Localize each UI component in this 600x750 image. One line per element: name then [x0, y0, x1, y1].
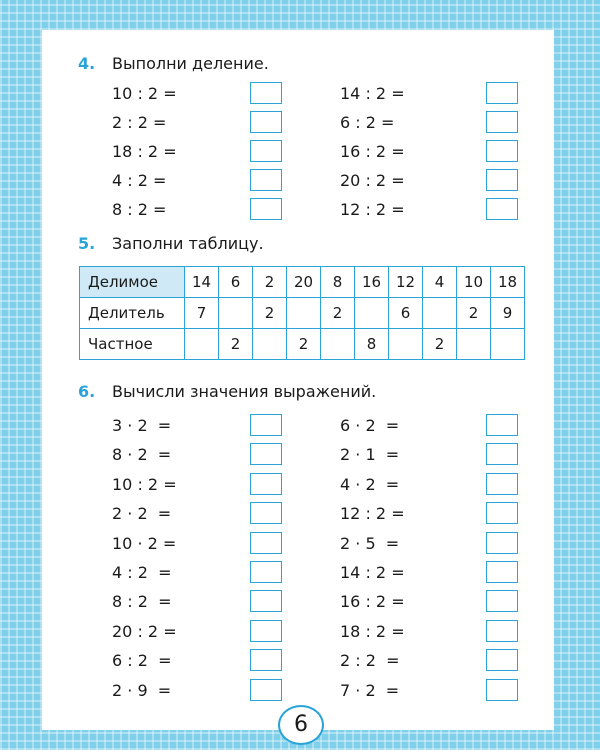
- table-cell: 2: [287, 329, 321, 360]
- equation-expression: 4 : 2 =: [112, 563, 172, 582]
- answer-box[interactable]: [250, 198, 282, 220]
- equation-expression: 10 : 2 =: [112, 84, 177, 103]
- table-cell[interactable]: [219, 298, 253, 329]
- equation-expression: 2 · 9 =: [112, 680, 172, 700]
- task-6-number: 6.: [78, 382, 96, 401]
- equation: [340, 169, 520, 191]
- table-row: [80, 329, 525, 360]
- row-header: Делимое: [80, 267, 185, 298]
- table-cell[interactable]: [321, 329, 355, 360]
- answer-box[interactable]: [250, 111, 282, 133]
- answer-box[interactable]: [250, 532, 282, 554]
- table-cell[interactable]: [389, 329, 423, 360]
- equation-expression: 7 · 2 =: [340, 680, 400, 700]
- equation-expression: 8 : 2 =: [112, 200, 167, 219]
- equation-expression: 16 : 2 =: [340, 142, 405, 161]
- answer-box[interactable]: [250, 620, 282, 642]
- task-6-title: Вычисли значения выражений.: [112, 382, 377, 401]
- equation: [340, 111, 520, 133]
- answer-box[interactable]: [250, 443, 282, 465]
- answer-box[interactable]: [250, 679, 282, 701]
- table-cell: 6: [219, 267, 253, 298]
- table-cell: 16: [355, 267, 389, 298]
- table-cell: 2: [219, 329, 253, 360]
- table-cell: 12: [389, 267, 423, 298]
- answer-box[interactable]: [250, 414, 282, 436]
- equation-expression: 4 : 2 =: [112, 171, 167, 190]
- table-cell: 8: [321, 267, 355, 298]
- equation-expression: 2 · 1 =: [340, 445, 400, 465]
- table-cell: 2: [321, 298, 355, 329]
- equation-expression: 16 : 2 =: [340, 592, 405, 612]
- equation: [112, 111, 284, 133]
- table-row: [80, 298, 525, 329]
- equation: [112, 414, 284, 436]
- page-number: 6: [278, 705, 324, 745]
- equation-expression: 6 · 2 =: [340, 416, 400, 435]
- task-4-title: Выполни деление.: [112, 54, 269, 73]
- equation-expression: 10 · 2 =: [112, 533, 177, 553]
- equation-expression: 3 · 2 =: [112, 416, 172, 435]
- table-cell[interactable]: [423, 298, 457, 329]
- equation: [340, 679, 520, 701]
- table-row: [80, 267, 525, 298]
- equation: [340, 620, 520, 642]
- equation-expression: 6 : 2 =: [340, 113, 395, 132]
- equation: [340, 82, 520, 104]
- equation-expression: 8 · 2 =: [112, 445, 172, 465]
- table-cell: 2: [253, 298, 287, 329]
- equation: [340, 473, 520, 495]
- task-5-title: Заполни таблицу.: [112, 234, 264, 253]
- row-header: Делитель: [80, 298, 185, 329]
- answer-box[interactable]: [486, 111, 518, 133]
- table-cell[interactable]: [287, 298, 321, 329]
- equation: [340, 140, 520, 162]
- table-cell: 14: [185, 267, 219, 298]
- task-6-header: [78, 382, 376, 401]
- answer-box[interactable]: [486, 502, 518, 524]
- equation-expression: 10 : 2 =: [112, 474, 177, 494]
- table-cell: 2: [253, 267, 287, 298]
- equation-expression: 8 : 2 =: [112, 592, 172, 612]
- equation-expression: 20 : 2 =: [340, 171, 405, 190]
- answer-box[interactable]: [250, 169, 282, 191]
- table-cell: 20: [287, 267, 321, 298]
- equation: [340, 649, 520, 671]
- answer-box[interactable]: [250, 82, 282, 104]
- task-4-header: [78, 54, 269, 73]
- answer-box[interactable]: [486, 532, 518, 554]
- equation: [340, 502, 520, 524]
- answer-box[interactable]: [250, 561, 282, 583]
- equation-expression: 20 : 2 =: [112, 621, 177, 641]
- answer-box[interactable]: [250, 649, 282, 671]
- answer-box[interactable]: [486, 620, 518, 642]
- equation: [112, 473, 284, 495]
- equation-expression: 12 : 2 =: [340, 504, 405, 524]
- equation: [112, 532, 284, 554]
- equation: [112, 169, 284, 191]
- equation-expression: 18 : 2 =: [340, 621, 405, 641]
- equation-expression: 14 : 2 =: [340, 563, 405, 582]
- answer-box[interactable]: [486, 590, 518, 612]
- equation: [340, 590, 520, 612]
- answer-box[interactable]: [486, 82, 518, 104]
- table-cell[interactable]: [355, 298, 389, 329]
- task-5-number: 5.: [78, 234, 96, 253]
- table-cell: 6: [389, 298, 423, 329]
- equation-expression: 2 · 2 =: [112, 504, 172, 524]
- answer-box[interactable]: [486, 198, 518, 220]
- answer-box[interactable]: [486, 169, 518, 191]
- table-cell: 2: [423, 329, 457, 360]
- answer-box[interactable]: [486, 140, 518, 162]
- equation: [340, 561, 520, 583]
- task-5-header: [78, 234, 264, 253]
- equation-expression: 6 : 2 =: [112, 651, 172, 671]
- answer-box[interactable]: [486, 649, 518, 671]
- answer-box[interactable]: [250, 502, 282, 524]
- equation: [112, 82, 284, 104]
- equation: [112, 140, 284, 162]
- equation: [112, 198, 284, 220]
- table-cell[interactable]: [491, 329, 525, 360]
- equation-expression: 14 : 2 =: [340, 84, 405, 103]
- equation: [340, 443, 520, 465]
- answer-box[interactable]: [486, 679, 518, 701]
- equation: [112, 620, 284, 642]
- equation: [340, 414, 520, 436]
- equation-expression: 2 · 5 =: [340, 533, 400, 553]
- equation: [112, 561, 284, 583]
- equation-expression: 2 : 2 =: [112, 113, 167, 132]
- equation: [112, 590, 284, 612]
- table-cell[interactable]: [253, 329, 287, 360]
- answer-box[interactable]: [486, 443, 518, 465]
- table-cell: 18: [491, 267, 525, 298]
- answer-box[interactable]: [486, 561, 518, 583]
- equation: [340, 532, 520, 554]
- table-cell: 7: [185, 298, 219, 329]
- equation-expression: 12 : 2 =: [340, 200, 405, 219]
- equation: [112, 649, 284, 671]
- division-table: [79, 266, 525, 360]
- equation-expression: 2 : 2 =: [340, 651, 400, 671]
- answer-box[interactable]: [250, 590, 282, 612]
- answer-box[interactable]: [250, 473, 282, 495]
- task-4-number: 4.: [78, 54, 96, 73]
- table-cell[interactable]: [457, 329, 491, 360]
- table-cell: 9: [491, 298, 525, 329]
- table-cell: 4: [423, 267, 457, 298]
- equation: [340, 198, 520, 220]
- table-cell: 8: [355, 329, 389, 360]
- table-cell[interactable]: [185, 329, 219, 360]
- answer-box[interactable]: [486, 473, 518, 495]
- answer-box[interactable]: [250, 140, 282, 162]
- table-cell: 10: [457, 267, 491, 298]
- equation: [112, 502, 284, 524]
- equation-expression: 4 · 2 =: [340, 474, 400, 494]
- row-header: Частное: [80, 329, 185, 360]
- equation: [112, 679, 284, 701]
- equation-expression: 18 : 2 =: [112, 142, 177, 161]
- workbook-page: [42, 30, 554, 730]
- equation: [112, 443, 284, 465]
- table-cell: 2: [457, 298, 491, 329]
- answer-box[interactable]: [486, 414, 518, 436]
